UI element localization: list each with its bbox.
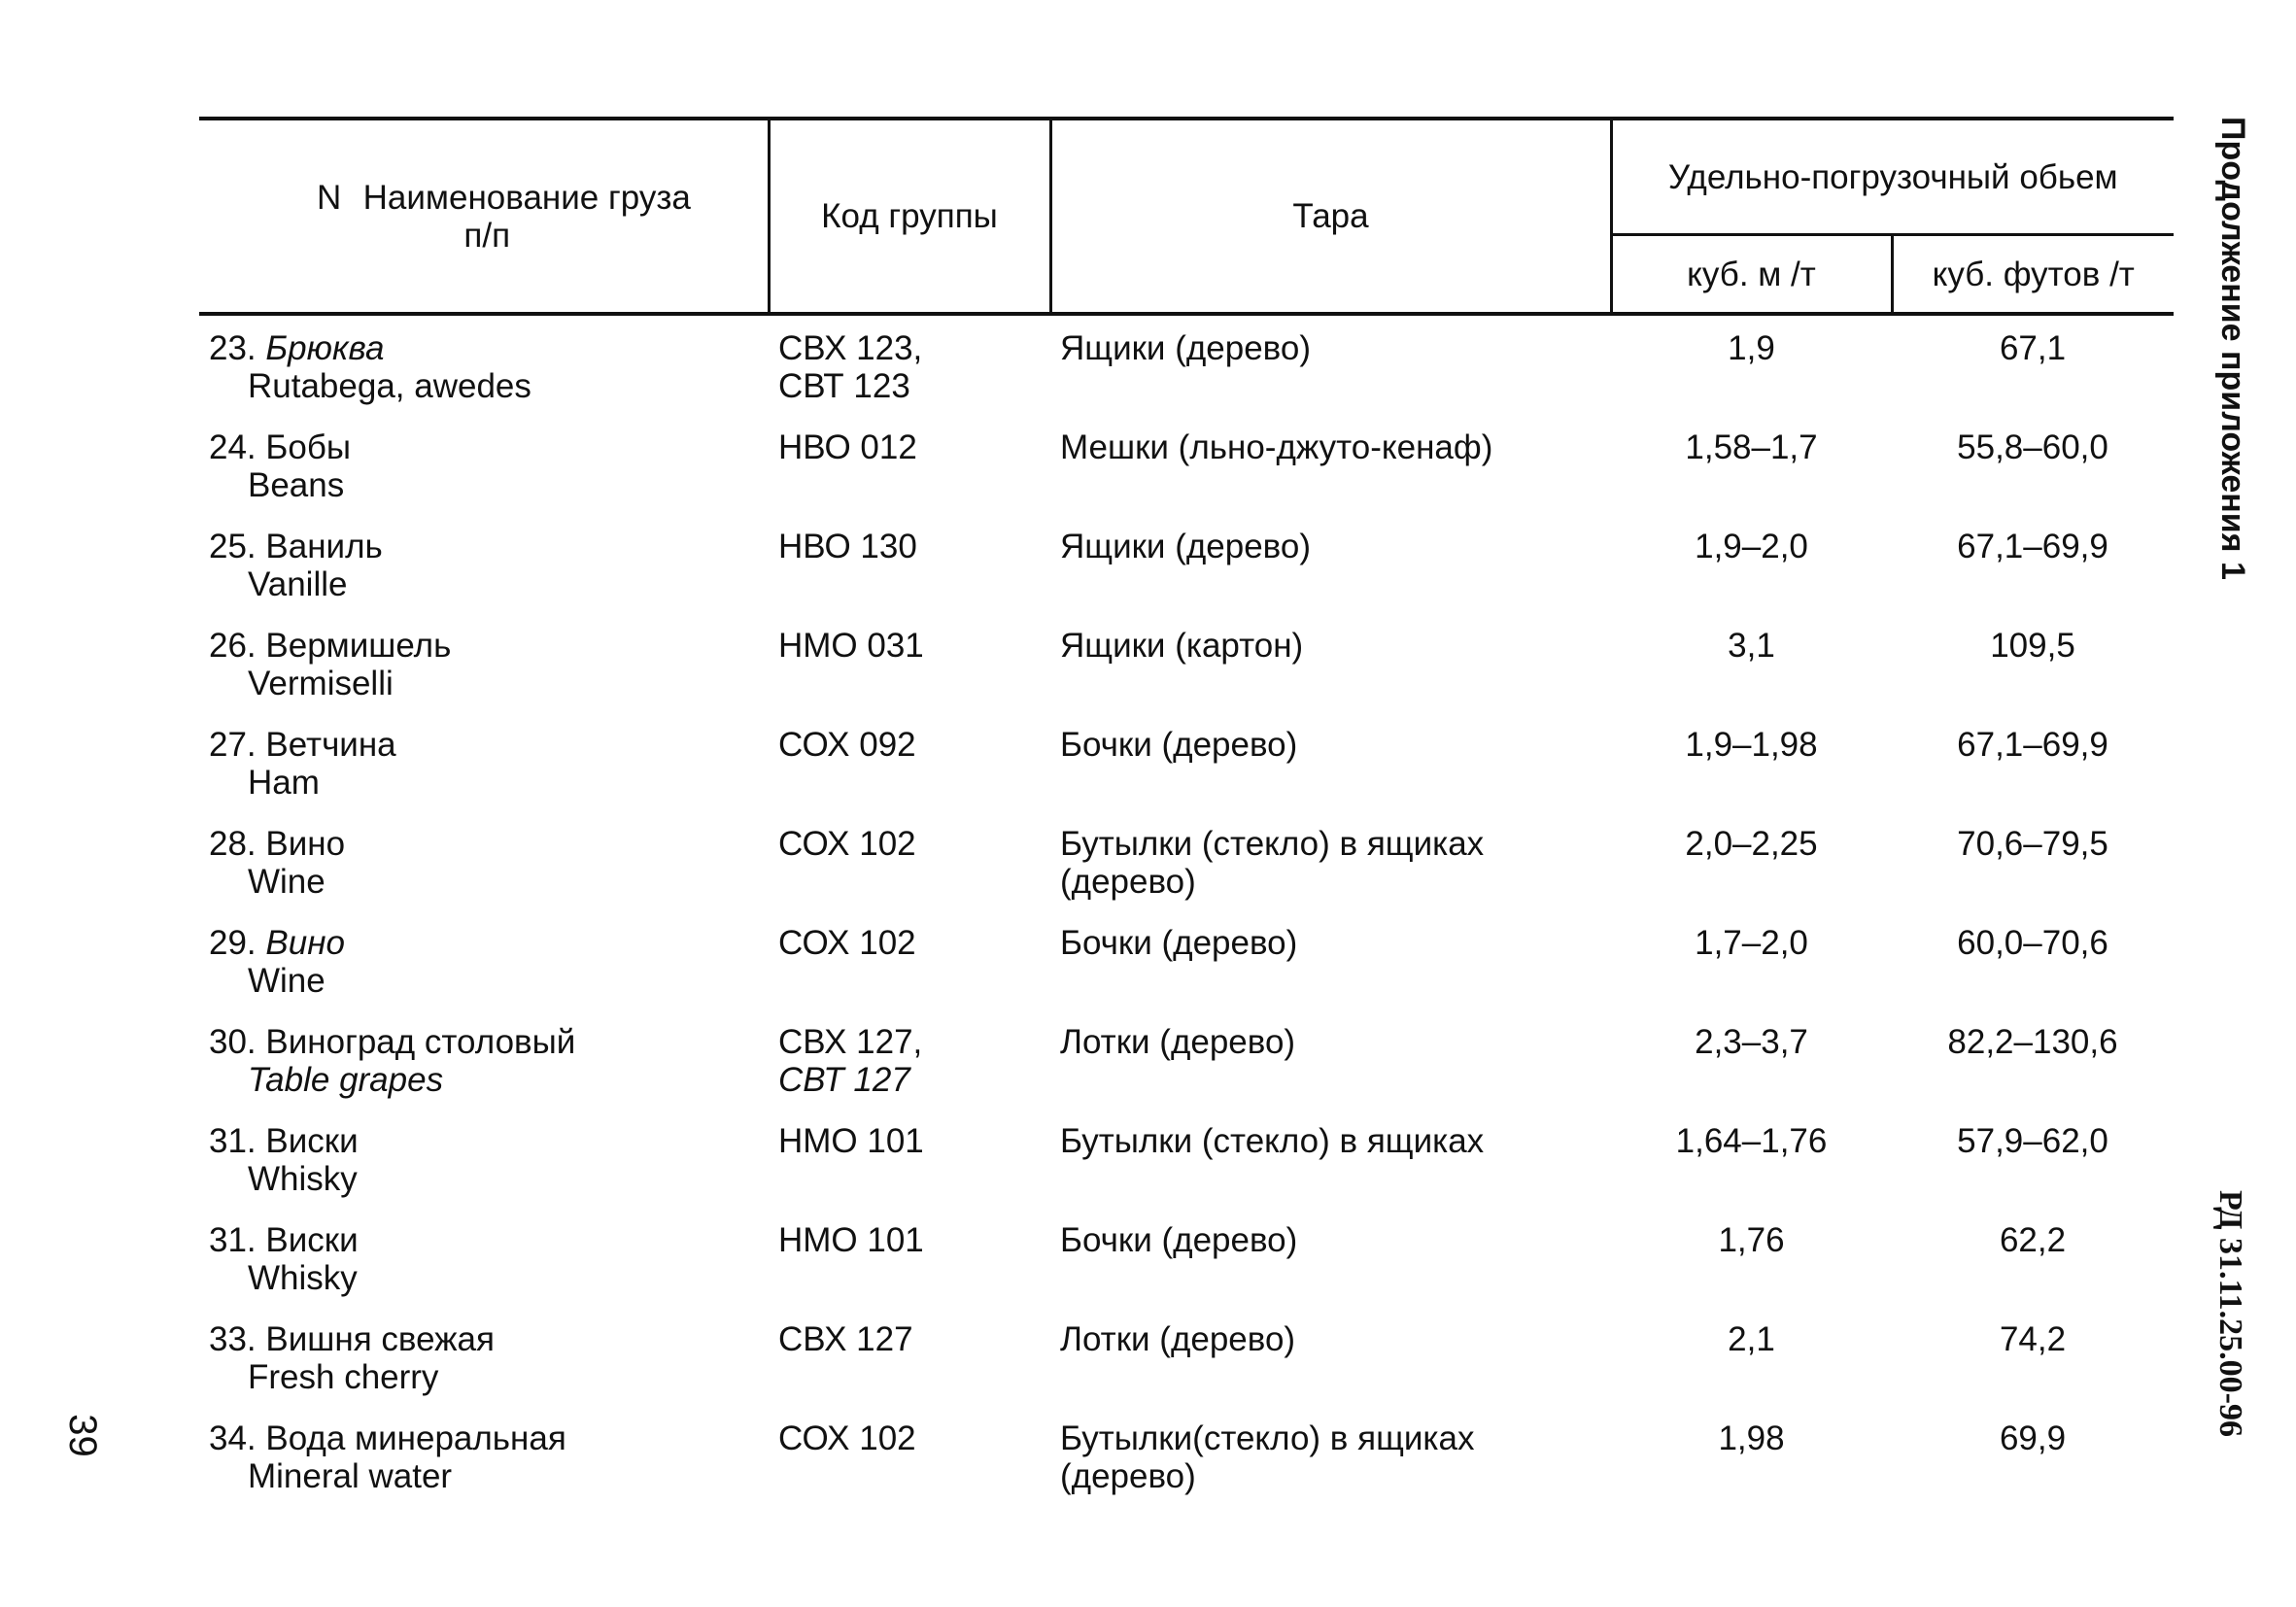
cargo-name-en: Rutabega, awedes [248, 367, 531, 405]
cargo-name-en: Ham [248, 764, 320, 802]
cargo-name-cell [199, 914, 769, 1013]
cargo-name-cell [199, 1013, 769, 1112]
table-row [199, 1212, 2174, 1311]
cargo-name-cell [199, 1410, 769, 1509]
cargo-name-en: Vanille [248, 565, 348, 603]
tare-cell: Бочки (дерево) [1060, 726, 1298, 764]
cargo-name-en: Whisky [248, 1160, 358, 1198]
row-number: 27. [209, 726, 257, 764]
row-number: 31. [209, 1221, 257, 1259]
row-number: 34. [209, 1419, 257, 1457]
group-code-cell [769, 1311, 1050, 1410]
row-number: 30. [209, 1023, 257, 1061]
table-row [199, 815, 2174, 914]
tare-cell: Ящики (дерево) [1060, 528, 1312, 565]
group-code: СВХ 127, [778, 1023, 923, 1061]
header-ft3: куб. футов /т [1892, 235, 2174, 315]
cargo-name-en: Beans [248, 466, 345, 504]
cargo-name-en: Fresh cherry [248, 1358, 439, 1396]
volume-m3-cell: 1,64–1,76 [1675, 1122, 1828, 1160]
cargo-name-en: Table grapes [248, 1061, 444, 1099]
tare-cell: Бутылки (стекло) в ящиках [1060, 1122, 1485, 1160]
group-code: СОХ 102 [778, 924, 916, 962]
document-code: РД 31.11.25.00-96 [2212, 1190, 2248, 1437]
volume-m3-cell: 2,0–2,25 [1685, 825, 1818, 863]
group-code-cell [769, 1212, 1050, 1311]
row-number: 25. [209, 528, 257, 565]
row-number: 23. [209, 329, 257, 367]
volume-m3-cell: 1,98 [1718, 1419, 1785, 1457]
volume-m3-cell: 2,1 [1728, 1320, 1775, 1358]
group-code-cell [769, 1013, 1050, 1112]
volume-ft3-cell: 67,1 [1999, 329, 2067, 367]
tare-cell: Лотки (дерево) [1060, 1023, 1296, 1061]
group-code: СОХ 092 [778, 726, 916, 764]
volume-ft3-cell: 70,6–79,5 [1957, 825, 2108, 863]
cargo-name-en: Wine [248, 863, 326, 901]
header-num-sub: п/п [463, 216, 511, 255]
table-row [199, 419, 2174, 518]
cargo-name-ru: Вино [265, 825, 346, 863]
table-body [199, 314, 2174, 1509]
group-code: НМО 101 [778, 1122, 924, 1160]
cargo-table [199, 117, 2174, 1509]
cargo-name-ru: Брюква [265, 329, 385, 367]
volume-m3-cell: 1,9 [1728, 329, 1775, 367]
cargo-name-cell [199, 518, 769, 617]
table-row [199, 1410, 2174, 1509]
cargo-name-ru: Вишня свежая [265, 1320, 495, 1358]
volume-ft3-cell: 60,0–70,6 [1957, 924, 2108, 962]
row-number: 24. [209, 428, 257, 466]
cargo-name-cell [199, 314, 769, 419]
tare-cell: Бочки (дерево) [1060, 924, 1298, 962]
header-num: N [317, 178, 342, 217]
volume-ft3-cell: 67,1–69,9 [1957, 528, 2108, 565]
group-code-cell [769, 314, 1050, 419]
cargo-name-en: Mineral water [248, 1457, 453, 1495]
cargo-name-cell [199, 1112, 769, 1212]
table-header [199, 119, 2174, 314]
row-number: 28. [209, 825, 257, 863]
table-row [199, 617, 2174, 716]
page-number: 39 [60, 1414, 104, 1457]
row-number: 33. [209, 1320, 257, 1358]
group-code-cell [769, 914, 1050, 1013]
group-code-cell [769, 1410, 1050, 1509]
cargo-name-ru: Вино [265, 924, 345, 962]
volume-m3-cell: 2,3–3,7 [1695, 1023, 1808, 1061]
group-code: СВХ 127 [778, 1320, 913, 1358]
volume-m3-cell: 3,1 [1728, 627, 1775, 665]
tare-cell: Ящики (дерево) [1060, 329, 1312, 367]
group-code: СВХ 123, [778, 329, 923, 367]
header-m3: куб. м /т [1611, 235, 1892, 315]
tare-cell: Ящики (картон) [1060, 627, 1304, 665]
group-code-cell [769, 419, 1050, 518]
side-caption: Продолжение приложения 1 [2214, 117, 2251, 580]
group-code-cell [769, 1112, 1050, 1212]
row-number: 31. [209, 1122, 257, 1160]
group-code: НВО 012 [778, 428, 917, 466]
group-code: НМО 031 [778, 627, 924, 665]
cargo-name-ru: Виноград столовый [265, 1023, 576, 1061]
table-row [199, 518, 2174, 617]
group-code: НВО 130 [778, 528, 917, 565]
group-code: СОХ 102 [778, 1419, 916, 1457]
cargo-name-en: Vermiselli [248, 665, 394, 702]
volume-m3-cell: 1,76 [1718, 1221, 1785, 1259]
group-code-2: СВТ 127 [778, 1061, 910, 1099]
group-code-cell [769, 716, 1050, 815]
volume-ft3-cell: 67,1–69,9 [1957, 726, 2108, 764]
group-code-cell [769, 815, 1050, 914]
cargo-name-ru: Виски [265, 1221, 359, 1259]
group-code-cell [769, 518, 1050, 617]
header-code: Код группы [769, 119, 1050, 314]
volume-ft3-cell: 55,8–60,0 [1957, 428, 2108, 466]
volume-m3-cell: 1,9–2,0 [1695, 528, 1808, 565]
tare-cell: Бутылки(стекло) в ящиках (дерево) [1060, 1419, 1475, 1495]
cargo-name-cell [199, 617, 769, 716]
cargo-name-cell [199, 815, 769, 914]
table-row [199, 1112, 2174, 1212]
group-code: НМО 101 [778, 1221, 924, 1259]
cargo-name-ru: Вермишель [265, 627, 452, 665]
table-row [199, 914, 2174, 1013]
volume-ft3-cell: 74,2 [1999, 1320, 2067, 1358]
cargo-name-cell [199, 419, 769, 518]
cargo-name-en: Wine [248, 962, 326, 1000]
volume-ft3-cell: 57,9–62,0 [1957, 1122, 2108, 1160]
row-number: 29. [209, 924, 257, 962]
cargo-name-cell [199, 716, 769, 815]
volume-m3-cell: 1,58–1,7 [1685, 428, 1818, 466]
cargo-name-ru: Ваниль [265, 528, 383, 565]
group-code-2: СВТ 123 [778, 367, 910, 405]
cargo-name-ru: Ветчина [265, 726, 396, 764]
row-number: 26. [209, 627, 257, 665]
table-row [199, 1013, 2174, 1112]
cargo-name-ru: Бобы [265, 428, 352, 466]
group-code: СОХ 102 [778, 825, 916, 863]
volume-ft3-cell: 69,9 [1999, 1419, 2067, 1457]
tare-cell: Бутылки (стекло) в ящиках (дерево) [1060, 825, 1485, 901]
cargo-name-ru: Виски [265, 1122, 359, 1160]
cargo-name-cell [199, 1311, 769, 1410]
cargo-name-cell [199, 1212, 769, 1311]
volume-m3-cell: 1,9–1,98 [1685, 726, 1818, 764]
volume-ft3-cell: 82,2–130,6 [1947, 1023, 2118, 1061]
header-name-label: Наименование груза [362, 178, 691, 217]
table-row [199, 1311, 2174, 1410]
volume-ft3-cell: 109,5 [1990, 627, 2075, 665]
tare-cell: Мешки (льно-джуто-кенаф) [1060, 428, 1493, 466]
volume-m3-cell: 1,7–2,0 [1695, 924, 1808, 962]
table-row [199, 314, 2174, 419]
header-tare: Тара [1050, 119, 1611, 314]
tare-cell: Лотки (дерево) [1060, 1320, 1296, 1358]
tare-cell: Бочки (дерево) [1060, 1221, 1298, 1259]
volume-ft3-cell: 62,2 [1999, 1221, 2067, 1259]
cargo-name-ru: Вода минеральная [265, 1419, 566, 1457]
header-volume: Удельно-погрузочный обьем [1611, 119, 2174, 235]
cargo-name-en: Whisky [248, 1259, 358, 1297]
group-code-cell [769, 617, 1050, 716]
header-name [199, 119, 769, 314]
table-row [199, 716, 2174, 815]
